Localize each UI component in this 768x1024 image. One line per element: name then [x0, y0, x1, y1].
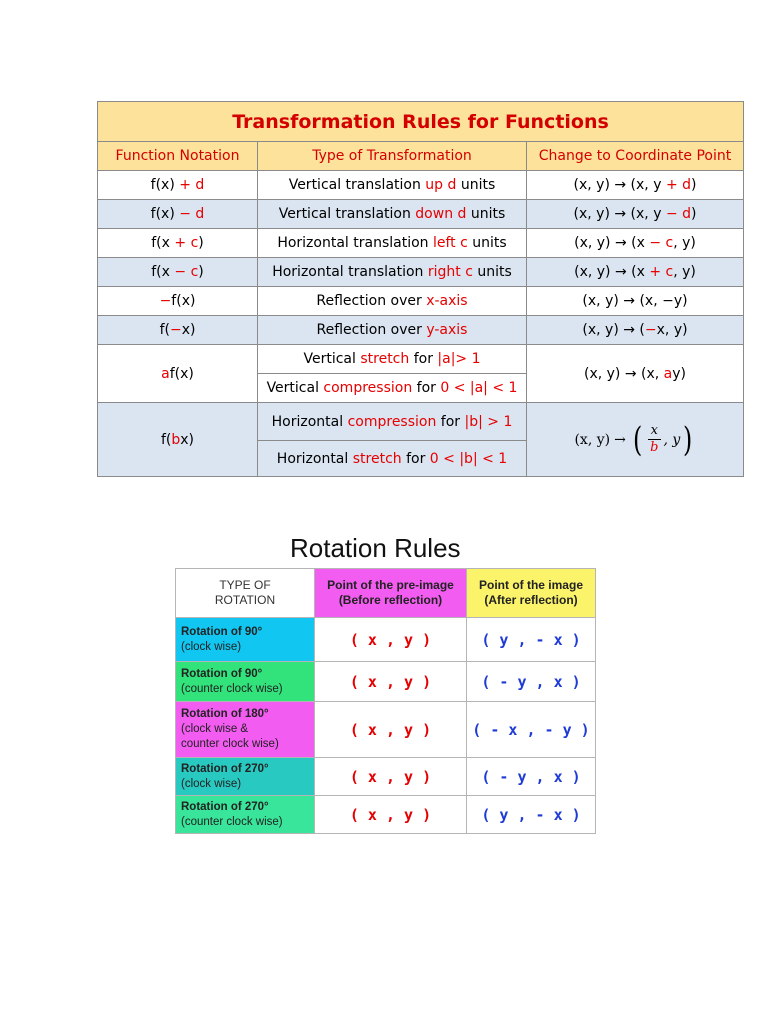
- header-change-to-coordinate-point: Change to Coordinate Point: [527, 142, 744, 171]
- transformation-table-title: Transformation Rules for Functions: [98, 102, 744, 142]
- pre-image-point: ( x , y ): [315, 618, 467, 662]
- table-row: [98, 200, 744, 229]
- notation-cell: f(x − c): [98, 258, 258, 287]
- pre-image-point: ( x , y ): [315, 796, 467, 834]
- change-cell: (x, y) → (x − c, y): [527, 229, 744, 258]
- change-cell: [527, 403, 744, 477]
- header-type-of-rotation: TYPE OF ROTATION: [176, 569, 315, 618]
- image-point: ( - y , x ): [467, 758, 596, 796]
- image-point: ( y , - x ): [467, 796, 596, 834]
- notation-cell: −f(x): [98, 287, 258, 316]
- rotation-rules-table: [175, 568, 596, 834]
- fraction-expression: (x, y) → ( $\frac{x}{b}$ , y ): [574, 419, 693, 460]
- table-row: [98, 403, 744, 441]
- type-cell: Horizontal translation left c units: [258, 229, 527, 258]
- table-row: [98, 345, 744, 374]
- rotation-rules-title: Rotation Rules: [290, 533, 461, 563]
- rotation-label: Rotation of 90° (counter clock wise): [176, 662, 315, 702]
- notation-cell: f(−x): [98, 316, 258, 345]
- table-row: [98, 287, 744, 316]
- type-cell: Vertical translation down d units: [258, 200, 527, 229]
- table-row: [176, 662, 596, 702]
- notation-cell: af(x): [98, 345, 258, 403]
- change-cell: (x, y) → (x, y + d): [527, 171, 744, 200]
- image-point: ( - x , - y ): [467, 702, 596, 758]
- change-cell: (x, y) → (x, y − d): [527, 200, 744, 229]
- table-row: [98, 316, 744, 345]
- change-cell: (x, y) → (x, ay): [527, 345, 744, 403]
- notation-cell: f(x) + d: [98, 171, 258, 200]
- type-cell: Horizontal translation right c units: [258, 258, 527, 287]
- type-cell: Vertical translation up d units: [258, 171, 527, 200]
- rotation-label: Rotation of 180° (clock wise & counter clock wise): [176, 702, 315, 758]
- header-pre-image: Point of the pre-image (Before reflection): [315, 569, 467, 618]
- table-row: [98, 229, 744, 258]
- image-point: ( - y , x ): [467, 662, 596, 702]
- image-point: ( y , - x ): [467, 618, 596, 662]
- table-row: [176, 618, 596, 662]
- table-row: [98, 171, 744, 200]
- header-type-of-transformation: Type of Transformation: [258, 142, 527, 171]
- header-image: Point of the image (After reflection): [467, 569, 596, 618]
- notation-cell: f(x + c): [98, 229, 258, 258]
- type-cell: Horizontal stretch for 0 < |b| < 1: [258, 441, 527, 477]
- table-row: [176, 796, 596, 834]
- change-cell: (x, y) → (−x, y): [527, 316, 744, 345]
- rotation-label: Rotation of 270° (counter clock wise): [176, 796, 315, 834]
- rotation-label: Rotation of 270° (clock wise): [176, 758, 315, 796]
- change-cell: (x, y) → (x + c, y): [527, 258, 744, 287]
- notation-cell: f(x) − d: [98, 200, 258, 229]
- pre-image-point: ( x , y ): [315, 662, 467, 702]
- table-row: [98, 258, 744, 287]
- type-cell: Reflection over x-axis: [258, 287, 527, 316]
- transformation-rules-table: [97, 101, 744, 477]
- type-cell: Horizontal compression for |b| > 1: [258, 403, 527, 441]
- header-function-notation: Function Notation: [98, 142, 258, 171]
- table-row: [176, 758, 596, 796]
- notation-cell: f(bx): [98, 403, 258, 477]
- table-row: [176, 702, 596, 758]
- change-cell: (x, y) → (x, −y): [527, 287, 744, 316]
- type-cell: Vertical stretch for |a|> 1: [258, 345, 527, 374]
- pre-image-point: ( x , y ): [315, 758, 467, 796]
- type-cell: Reflection over y-axis: [258, 316, 527, 345]
- rotation-label: Rotation of 90° (clock wise): [176, 618, 315, 662]
- type-cell: Vertical compression for 0 < |a| < 1: [258, 374, 527, 403]
- pre-image-point: ( x , y ): [315, 702, 467, 758]
